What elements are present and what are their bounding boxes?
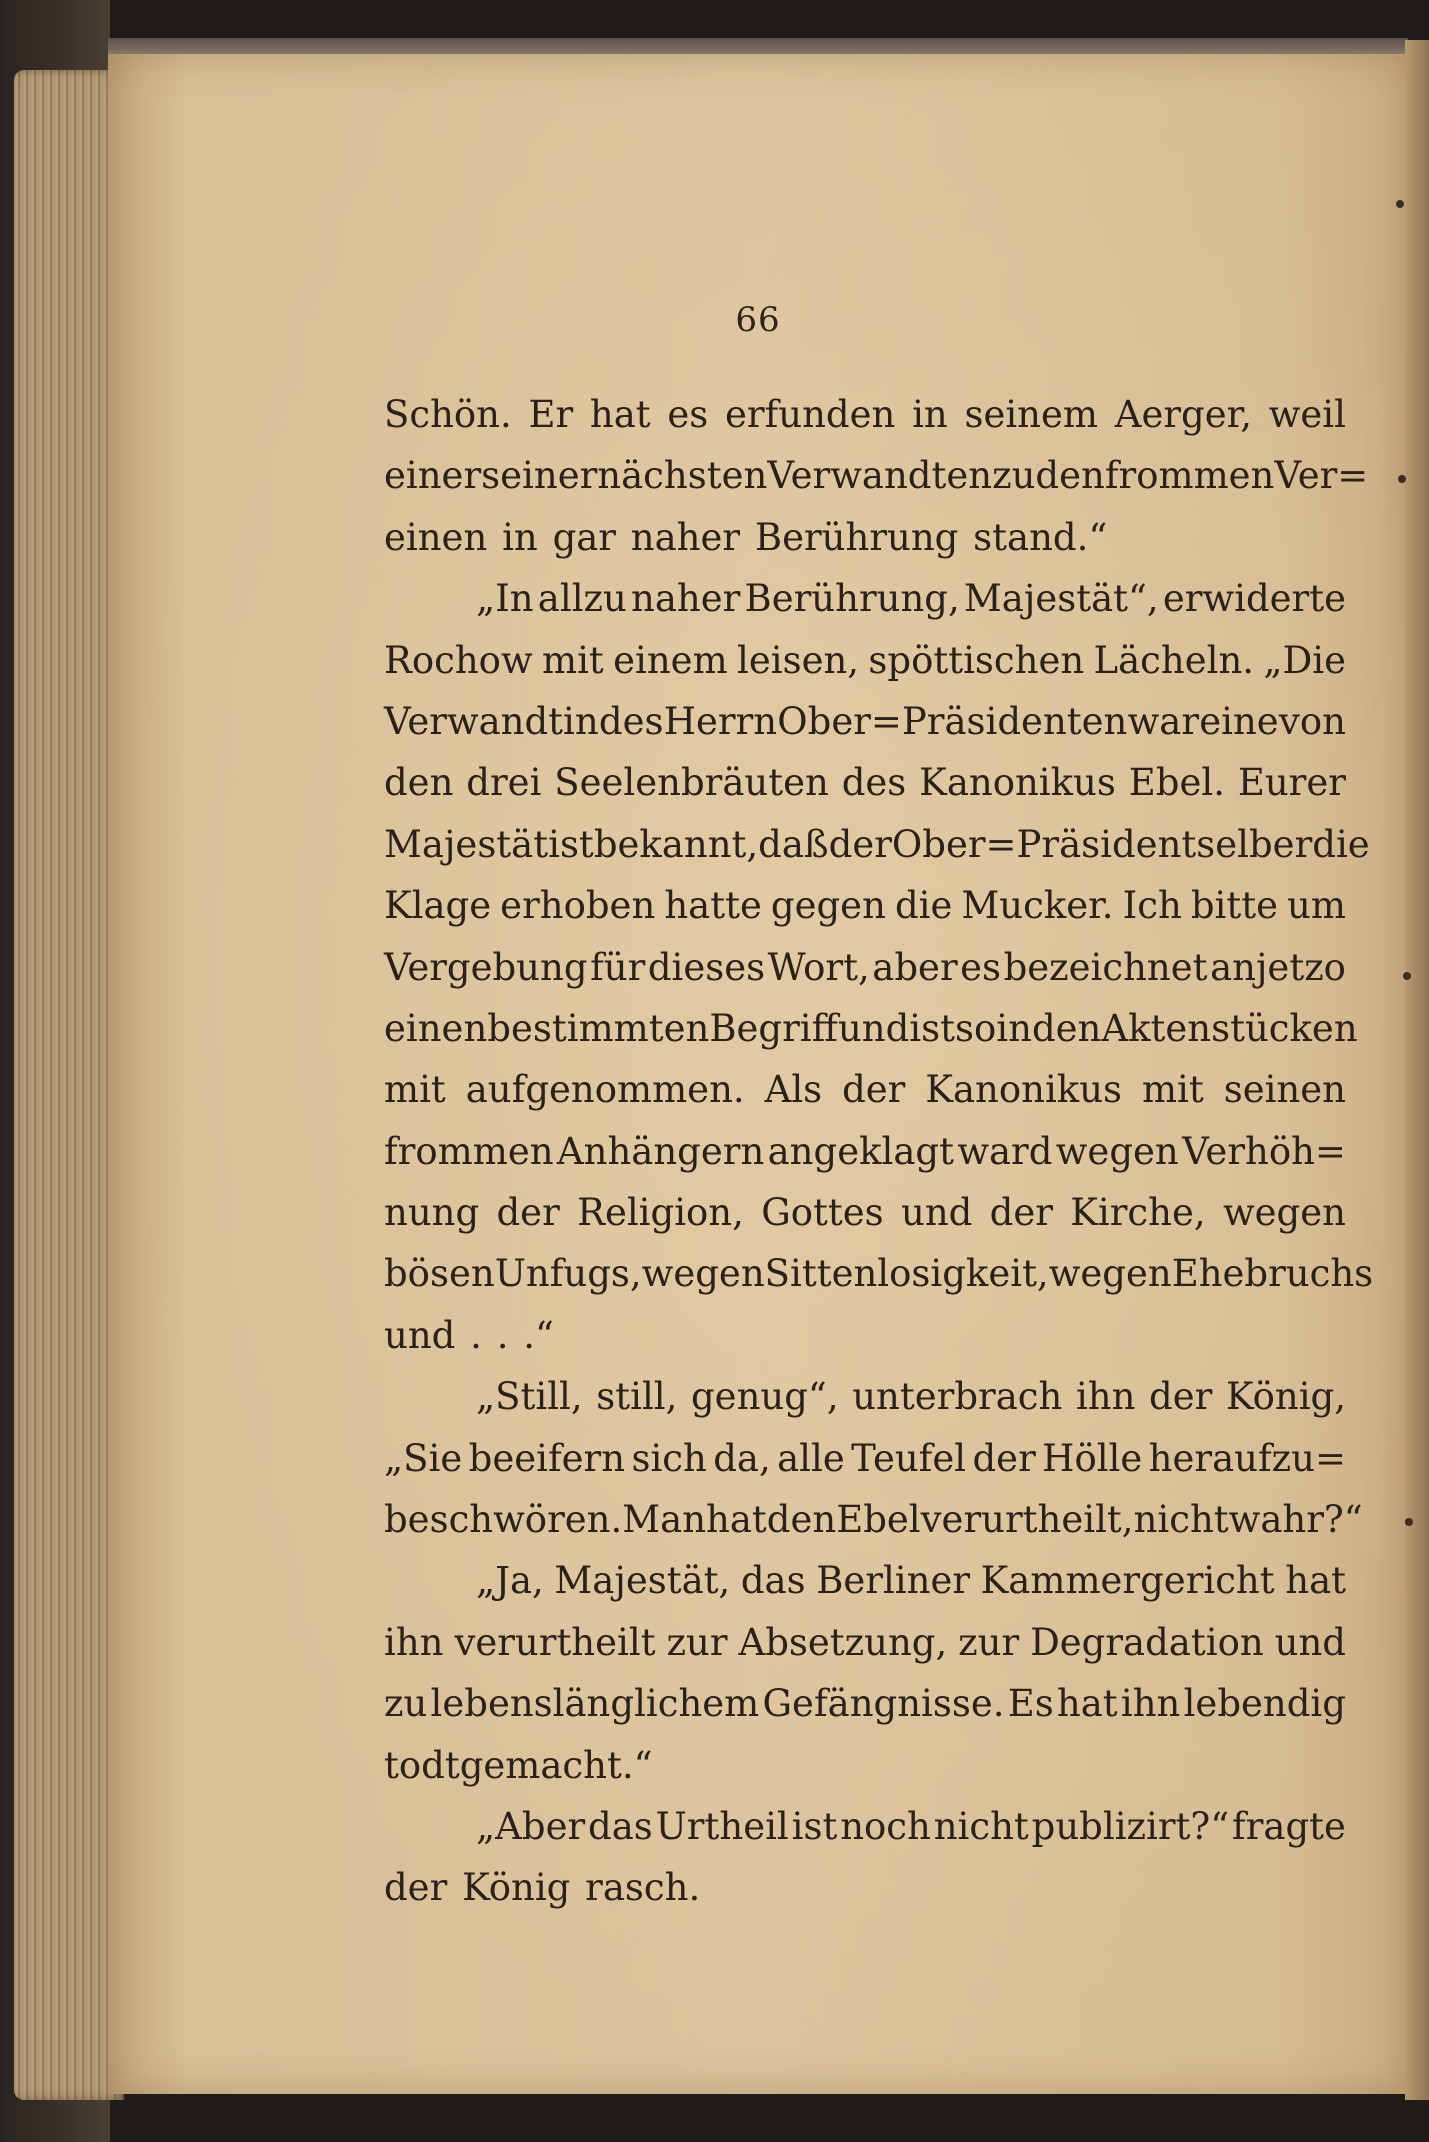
smudge-mark	[1398, 475, 1406, 483]
text-line: ihn verurtheilt zur Absetzung, zur Degradation und	[384, 1620, 1346, 1664]
text-line: Rochow mit einem leisen, spöttischen Lächeln. „Die	[384, 638, 1346, 682]
text-line: frommen Anhängern angeklagt ward wegen Verhöh=	[384, 1129, 1346, 1173]
text-line: „Sie beeifern sich da, alle Teufel der Hölle heraufzu=	[384, 1436, 1346, 1480]
text-line: „Still, still, genug“, unterbrach ihn der König,	[476, 1375, 1346, 1419]
text-line: Majestät ist bekannt, daß der Ober=Präsident selber die	[384, 822, 1370, 866]
smudge-mark	[1403, 972, 1411, 980]
text-line: „In allzu naher Berührung, Majestät“, erwiderte	[476, 577, 1346, 621]
text-line: einen in gar naher Berührung stand.“	[384, 515, 1108, 559]
text-line: todtgemacht.“	[384, 1743, 653, 1787]
text-line: zu lebenslänglichem Gefängnisse. Es hat ihn lebendig	[384, 1682, 1346, 1726]
text-line: und . . .“	[384, 1313, 554, 1357]
text-line: „Aber das Urtheil ist noch nicht publizirt?“ fragte	[476, 1804, 1346, 1848]
text-line: Klage erhoben hatte gegen die Mucker. Ich bitte um	[384, 884, 1346, 928]
text-line: beschwören. Man hat den Ebel verurtheilt, nicht wahr?“	[384, 1498, 1363, 1542]
text-line: der König rasch.	[384, 1866, 701, 1910]
text-line: einer seiner nächsten Verwandten zu den frommen Ver=	[384, 454, 1369, 498]
text-line: einen bestimmten Begriff und ist so in den Aktenstücken	[384, 1006, 1358, 1050]
body-text	[384, 384, 1374, 1919]
text-line: Verwandtin des Herrn Ober=Präsidenten war eine von	[384, 699, 1346, 743]
book-page	[108, 54, 1408, 2094]
smudge-mark	[1396, 200, 1404, 208]
text-line: nung der Religion, Gottes und der Kirche, wegen	[384, 1191, 1346, 1235]
page-number: 66	[735, 300, 781, 340]
page-right-edge	[1405, 40, 1429, 2100]
text-line: Schön. Er hat es erfunden in seinem Aerger, weil	[384, 393, 1346, 436]
smudge-mark	[1405, 1518, 1413, 1526]
text-line: Vergebung für dieses Wort, aber es bezeichnet anjetzo	[384, 945, 1346, 989]
text-line: „Ja, Majestät, das Berliner Kammergericht hat	[476, 1559, 1346, 1603]
text-line: den drei Seelenbräuten des Kanonikus Ebel. Eurer	[384, 761, 1346, 805]
text-line: mit aufgenommen. Als der Kanonikus mit seinen	[384, 1068, 1346, 1112]
text-line: bösen Unfugs, wegen Sittenlosigkeit, wegen Ehebruchs	[384, 1252, 1374, 1296]
